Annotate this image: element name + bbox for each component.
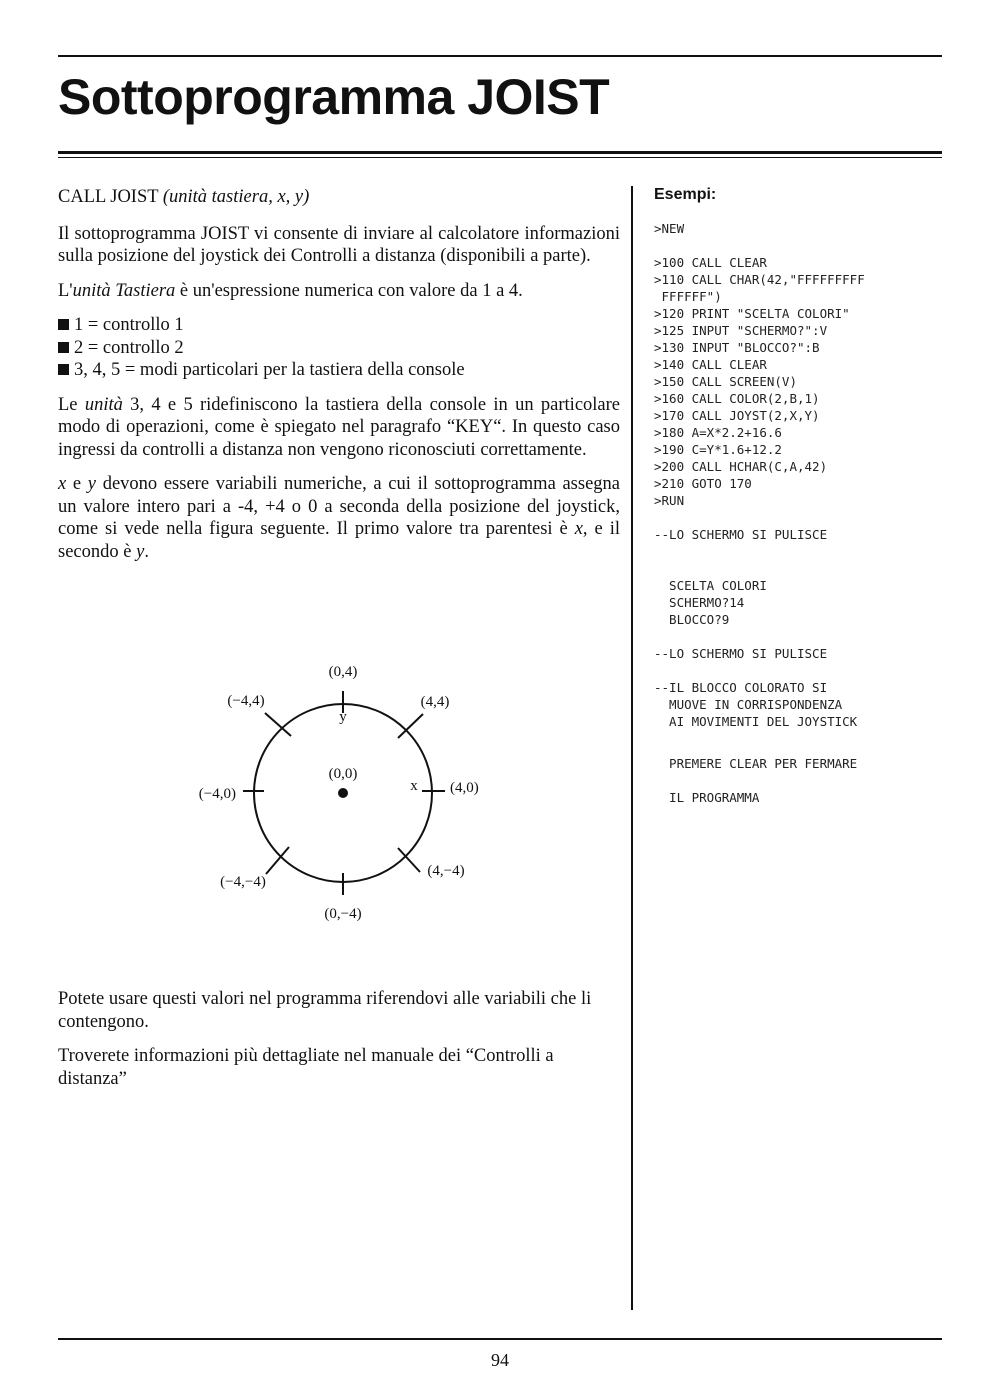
units-rest: 3, 4 e 5 ridefiniscono la tastiera della console in un particolare modo di operazioni, come è spiegato nel paragrafo “KEY“. In questo caso ingressi da controlli a distanza non vengono riconosciuti correttamente. [58, 394, 620, 460]
title-rule-thick [58, 151, 942, 154]
label-y-axis: y [339, 709, 347, 725]
var-x: x [58, 474, 67, 494]
label-bottom: (0,−4) [324, 906, 362, 922]
label-center: (0,0) [328, 766, 358, 782]
units-term: unità [84, 394, 123, 415]
call-arguments: (unità tastiera, x, y) [162, 187, 310, 207]
label-bottom-right: (4,−4) [427, 863, 465, 879]
page-number: 94 [491, 1350, 509, 1370]
list-item-text: 1 = controllo 1 [74, 315, 184, 335]
examples-column [654, 186, 944, 806]
list-item [58, 314, 620, 337]
units-paragraph [58, 394, 620, 462]
xy-text2: , e il secondo è [58, 519, 620, 562]
xy-conj: e [66, 474, 88, 494]
units-prefix: Le [58, 394, 85, 415]
unit-values-list [58, 314, 620, 382]
code-comment-clear-2: --LO SCHERMO SI PULISCE [654, 646, 828, 661]
code-new: >NEW [654, 221, 685, 236]
xy-end: . [144, 541, 149, 562]
code-comment-block: --IL BLOCCO COLORATO SI MUOVE IN CORRISPONDENZA AI MOVIMENTI DEL JOYSTICK [654, 680, 858, 729]
label-bottom-left: (−4,−4) [220, 874, 266, 890]
square-bullet-icon [58, 342, 69, 353]
call-signature [58, 186, 620, 209]
label-top: (0,4) [328, 664, 358, 680]
label-top-left: (−4,4) [227, 693, 265, 709]
bottom-text [58, 988, 620, 1102]
footer-rule [58, 1338, 942, 1340]
var-y: y [87, 474, 97, 494]
intro-paragraph: Il sottoprogramma JOIST vi consente di inviare al calcolatore informazioni sulla posizione del joystick dei Controlli a distanza (disponibili a parte). [58, 223, 620, 266]
list-item-text: 2 = controllo 2 [74, 337, 184, 358]
square-bullet-icon [58, 364, 69, 375]
label-left: (−4,0) [198, 786, 236, 802]
page-title: Sottoprogramma JOIST [58, 69, 610, 125]
code-output: SCELTA COLORI SCHERMO?14 BLOCCO?9 [669, 578, 767, 627]
column-divider [631, 186, 633, 1310]
xy-paragraph [58, 473, 620, 563]
manual-paragraph: Troverete informazioni più dettagliate nel manuale dei “Controlli a distanza” [58, 1046, 554, 1089]
xy-text1: devono essere variabili numeriche, a cui il sottoprogramma assegna un valore intero pari a -4, +4 o 0 a seconda della posizione del joystick, come si vede nella figura seguente. Il primo valore tra parentesi è [58, 474, 620, 539]
list-item [58, 359, 620, 382]
unit-prefix: L' [58, 280, 73, 301]
code-comment-clear: --LO SCHERMO SI PULISCE [654, 527, 828, 542]
examples-title: Esempi: [654, 186, 717, 203]
square-bullet-icon [58, 319, 69, 330]
var-y-ref: y [136, 541, 145, 562]
call-keyword: CALL JOIST [58, 187, 163, 207]
top-rule [58, 55, 942, 57]
var-x-ref: x [574, 519, 583, 539]
title-rule-thin [58, 157, 942, 158]
list-item [58, 337, 620, 360]
joystick-diagram [170, 650, 510, 940]
code-program: >100 CALL CLEAR >110 CALL CHAR(42,"FFFFFFFFF FFFFFF") >120 PRINT "SCELTA COLORI" >125 INPUT "SCHERMO?":V >130 INPUT "BLOCCO?":B >140 CALL CLEAR >150 CALL SCREEN(V) >160 CALL COLOR(2,B,1) >170 CALL JOYST(2,X,Y) >180 A=X*2.2+16.6 >190 C=Y*1.6+12.2 >200 CALL HCHAR(C,A,42) >210 GOTO 170 >RUN [654, 255, 865, 508]
center-dot [338, 788, 348, 798]
code-note-program: IL PROGRAMMA [654, 790, 760, 805]
left-column [58, 186, 620, 575]
usage-paragraph: Potete usare questi valori nel programma riferendovi alle variabili che li contengono. [58, 989, 592, 1032]
label-right: (4,0) [450, 780, 479, 796]
list-item-text: 3, 4, 5 = modi particolari per la tastiera della console [74, 360, 465, 380]
unit-rest: è un'espressione numerica con valore da 1 a 4. [175, 280, 523, 301]
unit-paragraph [58, 280, 620, 303]
label-x-axis: x [410, 778, 418, 794]
unit-term: unità Tastiera [72, 280, 176, 301]
label-top-right: (4,4) [420, 694, 450, 710]
code-note-stop: PREMERE CLEAR PER FERMARE [654, 756, 858, 771]
